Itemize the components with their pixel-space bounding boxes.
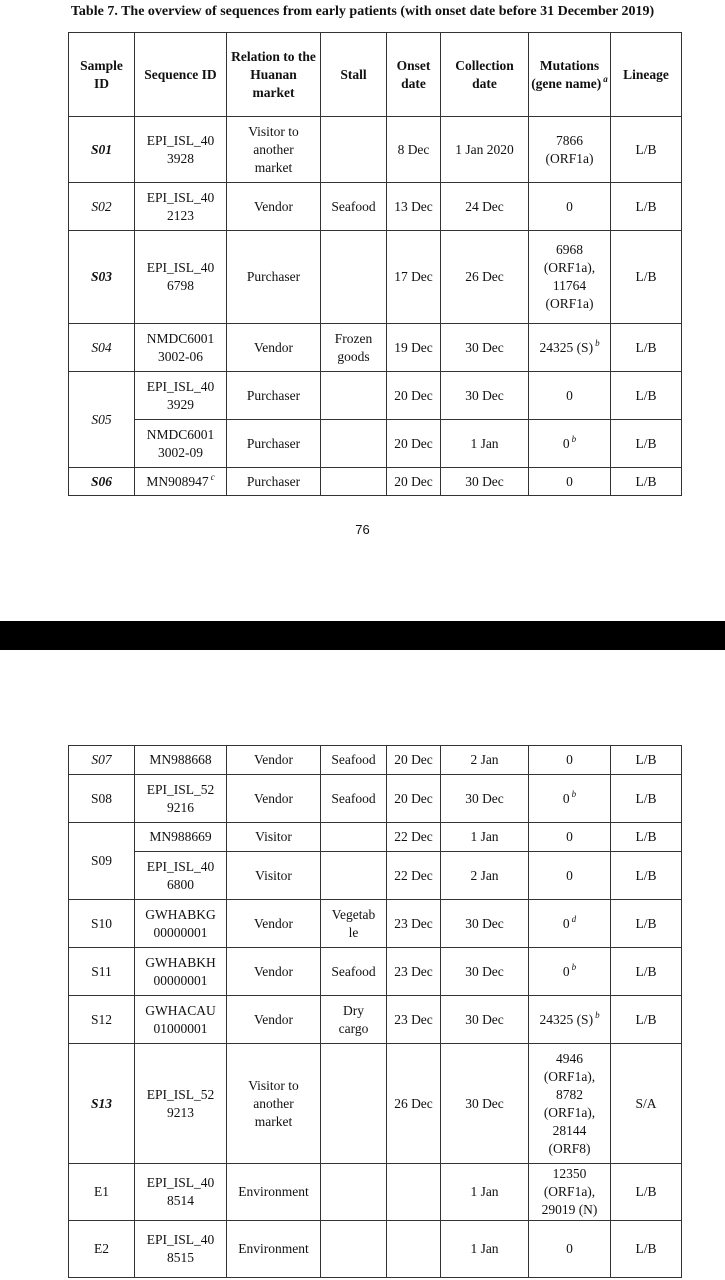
lineage-cell: L/B: [611, 746, 682, 775]
mutation-cell: 0: [529, 852, 611, 900]
relation-cell: Purchaser: [227, 372, 321, 420]
table-row: [69, 324, 682, 372]
sequence-id-cell: GWHABKG 00000001: [135, 900, 227, 948]
mutation-cell: 0: [529, 372, 611, 420]
collection-date-cell: 24 Dec: [441, 183, 529, 231]
header-mutations-label: Mutations (gene name): [531, 57, 602, 91]
mutation-cell: 0: [529, 823, 611, 852]
header-mutations: [529, 33, 611, 117]
mutation-cell: 6968 (ORF1a), 11764 (ORF1a): [529, 231, 611, 324]
sample-id-cell: S07: [69, 746, 135, 775]
sequence-table-top: [68, 32, 682, 496]
mutation-cell: 0: [529, 468, 611, 496]
onset-date-cell: 13 Dec: [387, 183, 441, 231]
table-row: [69, 996, 682, 1044]
sequence-id-cell: MN908947 $^c$: [135, 468, 227, 496]
mutation-cell: 0 $^d$: [529, 900, 611, 948]
onset-date-cell: 20 Dec: [387, 746, 441, 775]
sequence-id-cell: NMDC6001 3002-06: [135, 324, 227, 372]
table-row: [69, 468, 682, 496]
table-row: [69, 1164, 682, 1221]
sequence-id-cell: EPI_ISL_40 6798: [135, 231, 227, 324]
stall-cell: [321, 1164, 387, 1221]
lineage-cell: L/B: [611, 852, 682, 900]
sample-id-cell: S06: [69, 468, 135, 496]
sequence-id-cell: GWHABKH 00000001: [135, 948, 227, 996]
table-row: [69, 1221, 682, 1278]
relation-cell: Vendor: [227, 324, 321, 372]
header-onset-date-label: Onset date: [396, 57, 431, 91]
onset-date-cell: 20 Dec: [387, 420, 441, 468]
onset-date-cell: 26 Dec: [387, 1044, 441, 1164]
table-row: [69, 1044, 682, 1164]
lineage-cell: L/B: [611, 775, 682, 823]
sequence-id-cell: EPI_ISL_52 9213: [135, 1044, 227, 1164]
sequence-id-cell: EPI_ISL_40 8515: [135, 1221, 227, 1278]
collection-date-cell: 26 Dec: [441, 231, 529, 324]
table-row: [69, 372, 682, 420]
stall-cell: [321, 468, 387, 496]
header-stall-label: Stall: [340, 66, 367, 82]
onset-date-cell: 23 Dec: [387, 948, 441, 996]
collection-date-cell: 1 Jan: [441, 1164, 529, 1221]
relation-cell: Vendor: [227, 746, 321, 775]
table-row: [69, 231, 682, 324]
lineage-cell: L/B: [611, 468, 682, 496]
sample-id-cell: S08: [69, 775, 135, 823]
table-body-top: [69, 117, 682, 496]
onset-date-cell: [387, 1221, 441, 1278]
table-row: [69, 746, 682, 775]
table-row: [69, 852, 682, 900]
sample-id-cell: E2: [69, 1221, 135, 1278]
lineage-cell: L/B: [611, 372, 682, 420]
header-stall: [321, 33, 387, 117]
table-row: [69, 823, 682, 852]
relation-cell: Vendor: [227, 996, 321, 1044]
sequence-id-cell: MN988669: [135, 823, 227, 852]
header-relation-label: Relation to the Huanan market: [231, 48, 316, 100]
relation-cell: Visitor to another market: [227, 117, 321, 183]
stall-cell: [321, 823, 387, 852]
relation-cell: Vendor: [227, 183, 321, 231]
relation-cell: Purchaser: [227, 231, 321, 324]
relation-cell: Visitor: [227, 852, 321, 900]
relation-cell: Visitor: [227, 823, 321, 852]
footnote-marker: b: [571, 434, 577, 444]
onset-date-cell: 23 Dec: [387, 900, 441, 948]
lineage-cell: L/B: [611, 948, 682, 996]
stall-cell: [321, 117, 387, 183]
header-sample-id: [69, 33, 135, 117]
mutation-cell: 0: [529, 183, 611, 231]
sample-id-cell: S05: [69, 372, 135, 468]
table-body-bottom: [69, 746, 682, 1278]
header-lineage-label: Lineage: [623, 66, 669, 82]
sequence-table-bottom: [68, 745, 682, 1278]
header-sample-id-label: Sample ID: [80, 57, 123, 91]
mutation-cell: 0 $^b$: [529, 948, 611, 996]
collection-date-cell: 30 Dec: [441, 900, 529, 948]
relation-cell: Vendor: [227, 948, 321, 996]
sample-id-cell: S13: [69, 1044, 135, 1164]
collection-date-cell: 30 Dec: [441, 996, 529, 1044]
onset-date-cell: 19 Dec: [387, 324, 441, 372]
stall-cell: [321, 852, 387, 900]
mutation-cell: 7866 (ORF1a): [529, 117, 611, 183]
onset-date-cell: [387, 1164, 441, 1221]
sequence-id-cell: EPI_ISL_40 3929: [135, 372, 227, 420]
collection-date-cell: 30 Dec: [441, 948, 529, 996]
header-lineage: [611, 33, 682, 117]
lineage-cell: L/B: [611, 231, 682, 324]
onset-date-cell: 23 Dec: [387, 996, 441, 1044]
sample-id-cell: S01: [69, 117, 135, 183]
relation-cell: Vendor: [227, 900, 321, 948]
relation-cell: Purchaser: [227, 420, 321, 468]
onset-date-cell: 20 Dec: [387, 775, 441, 823]
collection-date-cell: 1 Jan 2020: [441, 117, 529, 183]
onset-date-cell: 8 Dec: [387, 117, 441, 183]
sample-id-cell: S09: [69, 823, 135, 900]
table-row: [69, 117, 682, 183]
collection-date-cell: 2 Jan: [441, 746, 529, 775]
mutation-cell: 0: [529, 1221, 611, 1278]
collection-date-cell: 30 Dec: [441, 468, 529, 496]
sequence-id-cell: EPI_ISL_40 2123: [135, 183, 227, 231]
stall-cell: [321, 1044, 387, 1164]
table-row: [69, 775, 682, 823]
stall-cell: [321, 1221, 387, 1278]
collection-date-cell: 30 Dec: [441, 324, 529, 372]
sequence-id-cell: EPI_ISL_52 9216: [135, 775, 227, 823]
footnote-marker: c: [210, 472, 215, 482]
sequence-id-cell: GWHACAU 01000001: [135, 996, 227, 1044]
onset-date-cell: 20 Dec: [387, 468, 441, 496]
collection-date-cell: 30 Dec: [441, 775, 529, 823]
header-sequence-id: [135, 33, 227, 117]
lineage-cell: L/B: [611, 823, 682, 852]
footnote-marker: a: [603, 74, 608, 84]
stall-cell: Seafood: [321, 775, 387, 823]
onset-date-cell: 22 Dec: [387, 852, 441, 900]
sample-id-cell: S02: [69, 183, 135, 231]
relation-cell: Environment: [227, 1221, 321, 1278]
header-collection-date-label: Collection date: [455, 57, 514, 91]
collection-date-cell: 30 Dec: [441, 1044, 529, 1164]
onset-date-cell: 17 Dec: [387, 231, 441, 324]
lineage-cell: L/B: [611, 117, 682, 183]
stall-cell: [321, 231, 387, 324]
lineage-cell: L/B: [611, 183, 682, 231]
lineage-cell: L/B: [611, 420, 682, 468]
sequence-id-cell: EPI_ISL_40 3928: [135, 117, 227, 183]
table-row: [69, 420, 682, 468]
sample-id-cell: S10: [69, 900, 135, 948]
collection-date-cell: 30 Dec: [441, 372, 529, 420]
stall-cell: Frozen goods: [321, 324, 387, 372]
stall-cell: Dry cargo: [321, 996, 387, 1044]
lineage-cell: L/B: [611, 996, 682, 1044]
mutation-cell: 4946 (ORF1a), 8782 (ORF1a), 28144 (ORF8): [529, 1044, 611, 1164]
stall-cell: [321, 420, 387, 468]
page-divider-band: [0, 621, 725, 650]
collection-date-cell: 1 Jan: [441, 420, 529, 468]
mutation-cell: 12350 (ORF1a), 29019 (N): [529, 1164, 611, 1221]
table-row: [69, 948, 682, 996]
stall-cell: Vegetab le: [321, 900, 387, 948]
page-number: 76: [355, 522, 370, 537]
footnote-marker: d: [571, 914, 577, 924]
onset-date-cell: 22 Dec: [387, 823, 441, 852]
mutation-cell: 24325 (S) $^b$: [529, 996, 611, 1044]
relation-cell: Visitor to another market: [227, 1044, 321, 1164]
mutation-cell: 0: [529, 746, 611, 775]
stall-cell: Seafood: [321, 746, 387, 775]
relation-cell: Purchaser: [227, 468, 321, 496]
lineage-cell: L/B: [611, 1164, 682, 1221]
relation-cell: Vendor: [227, 775, 321, 823]
sample-id-cell: S11: [69, 948, 135, 996]
lineage-cell: L/B: [611, 900, 682, 948]
sequence-id-cell: EPI_ISL_40 8514: [135, 1164, 227, 1221]
header-sequence-id-label: Sequence ID: [144, 66, 217, 82]
table-title: Table 7. The overview of sequences from early patients (with onset date before 31 December 2019): [70, 4, 655, 19]
lineage-cell: S/A: [611, 1044, 682, 1164]
sequence-id-cell: NMDC6001 3002-09: [135, 420, 227, 468]
footnote-marker: b: [595, 338, 600, 348]
header-relation: [227, 33, 321, 117]
footnote-marker: b: [571, 962, 577, 972]
stall-cell: Seafood: [321, 183, 387, 231]
relation-cell: Environment: [227, 1164, 321, 1221]
sample-id-cell: S12: [69, 996, 135, 1044]
sample-id-cell: S03: [69, 231, 135, 324]
lineage-cell: L/B: [611, 1221, 682, 1278]
mutation-cell: 0 $^b$: [529, 420, 611, 468]
sample-id-cell: E1: [69, 1164, 135, 1221]
header-onset-date: [387, 33, 441, 117]
mutation-cell: 24325 (S) $^b$: [529, 324, 611, 372]
stall-cell: [321, 372, 387, 420]
footnote-marker: b: [571, 789, 577, 799]
sequence-id-cell: MN988668: [135, 746, 227, 775]
onset-date-cell: 20 Dec: [387, 372, 441, 420]
lineage-cell: L/B: [611, 324, 682, 372]
collection-date-cell: 2 Jan: [441, 852, 529, 900]
collection-date-cell: 1 Jan: [441, 823, 529, 852]
mutation-cell: 0 $^b$: [529, 775, 611, 823]
table-row: [69, 900, 682, 948]
sample-id-cell: S04: [69, 324, 135, 372]
footnote-marker: b: [595, 1010, 600, 1020]
header-collection-date: [441, 33, 529, 117]
table-row: [69, 183, 682, 231]
stall-cell: Seafood: [321, 948, 387, 996]
sequence-id-cell: EPI_ISL_40 6800: [135, 852, 227, 900]
collection-date-cell: 1 Jan: [441, 1221, 529, 1278]
